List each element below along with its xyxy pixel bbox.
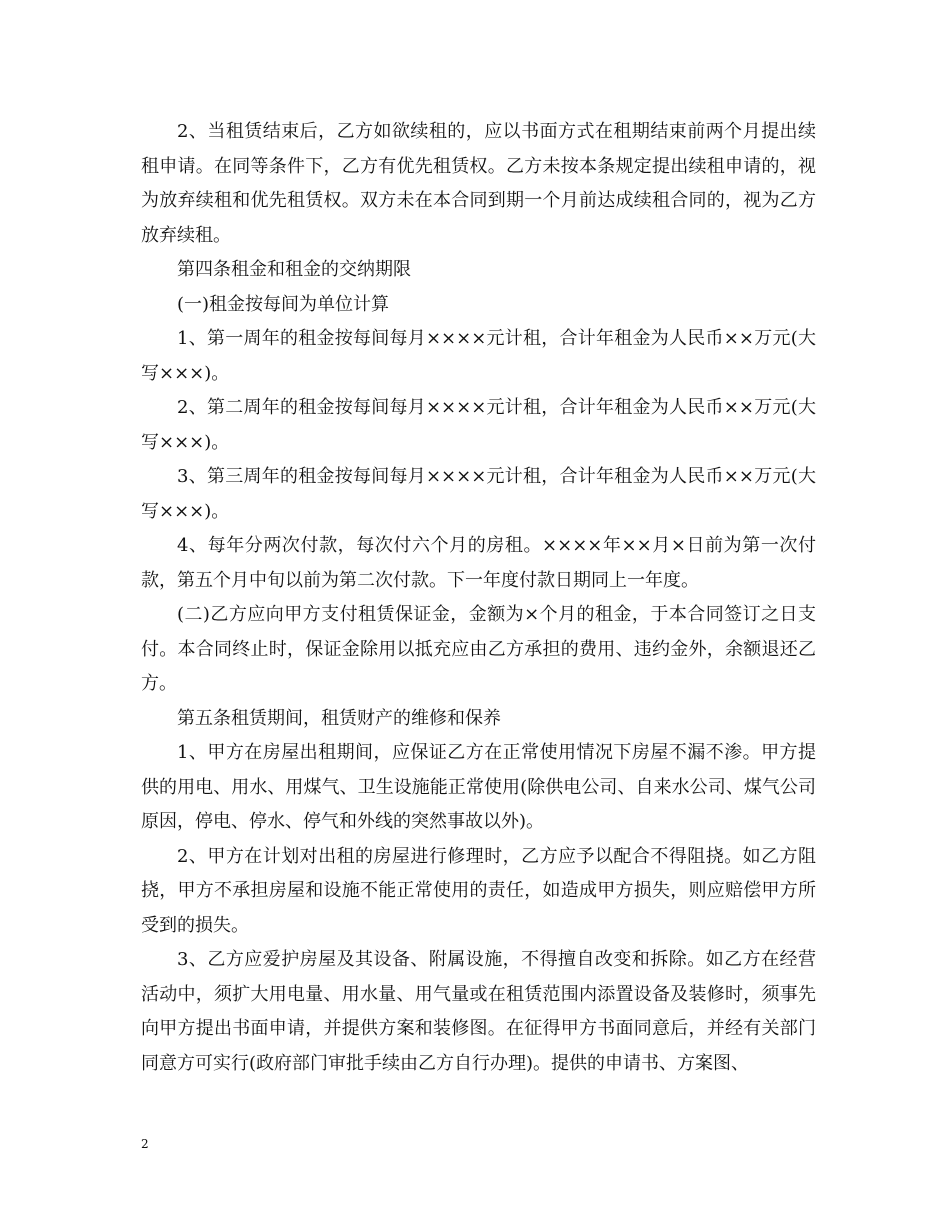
paragraph-payment-schedule: 4、每年分两次付款，每次付六个月的房租。××××年××月×日前为第一次付款，第五个月中旬以前为第二次付款。下一年度付款日期同上一年度。 <box>141 535 816 591</box>
paragraph-maintenance-3: 3、乙方应爱护房屋及其设备、附属设施，不得擅自改变和拆除。如乙方在经营活动中，须扩大用电量、用水量、用气量或在租赁范围内添置设备及装修时，须事先向甲方提出书面申请，并提供方案和装修图。在征得甲方书面同意后，并经有关部门同意方可实行(政府部门审批手续由乙方自行办理)。提供的申请书、方案图、 <box>141 949 816 1074</box>
paragraph-maintenance-2: 2、甲方在计划对出租的房屋进行修理时，乙方应予以配合不得阻挠。如乙方阻挠，甲方不承担房屋和设施不能正常使用的责任，如造成甲方损失，则应赔偿甲方所受到的损失。 <box>141 845 816 936</box>
paragraph-rent-year-3: 3、第三周年的租金按每间每月××××元计租，合计年租金为人民币××万元(大写×××)。 <box>141 466 816 522</box>
paragraph-rent-year-2: 2、第二周年的租金按每间每月××××元计租，合计年租金为人民币××万元(大写×××)。 <box>141 397 816 453</box>
paragraph-renewal-clause: 2、当租赁结束后，乙方如欲续租的，应以书面方式在租期结束前两个月提出续租申请。在同等条件下，乙方有优先租赁权。乙方未按本条规定提出续租申请的，视为放弃续租和优先租赁权。双方未在本合同到期一个月前达成续租合同的，视为乙方放弃续租。 <box>141 121 816 246</box>
subheading-rent-calculation: (一)租金按每间为单位计算 <box>177 293 390 315</box>
paragraph-rent-year-1: 1、第一周年的租金按每间每月××××元计租，合计年租金为人民币××万元(大写×××)。 <box>141 328 816 384</box>
paragraph-security-deposit: (二)乙方应向甲方支付租赁保证金，金额为×个月的租金，于本合同签订之日支付。本合同终止时，保证金除用以抵充应由乙方承担的费用、违约金外，余额退还乙方。 <box>141 604 816 694</box>
document-body <box>141 115 816 1081</box>
section-heading-article-4: 第四条租金和租金的交纳期限 <box>177 259 411 280</box>
section-heading-article-5: 第五条租赁期间，租赁财产的维修和保养 <box>177 707 501 729</box>
page-number: 2 <box>141 1137 149 1151</box>
paragraph-maintenance-1: 1、甲方在房屋出租期间，应保证乙方在正常使用情况下房屋不漏不渗。甲方提供的用电、用水、用煤气、卫生设施能正常使用(除供电公司、自来水公司、煤气公司原因，停电、停水、停气和外线的突然事故以外)。 <box>141 742 816 832</box>
